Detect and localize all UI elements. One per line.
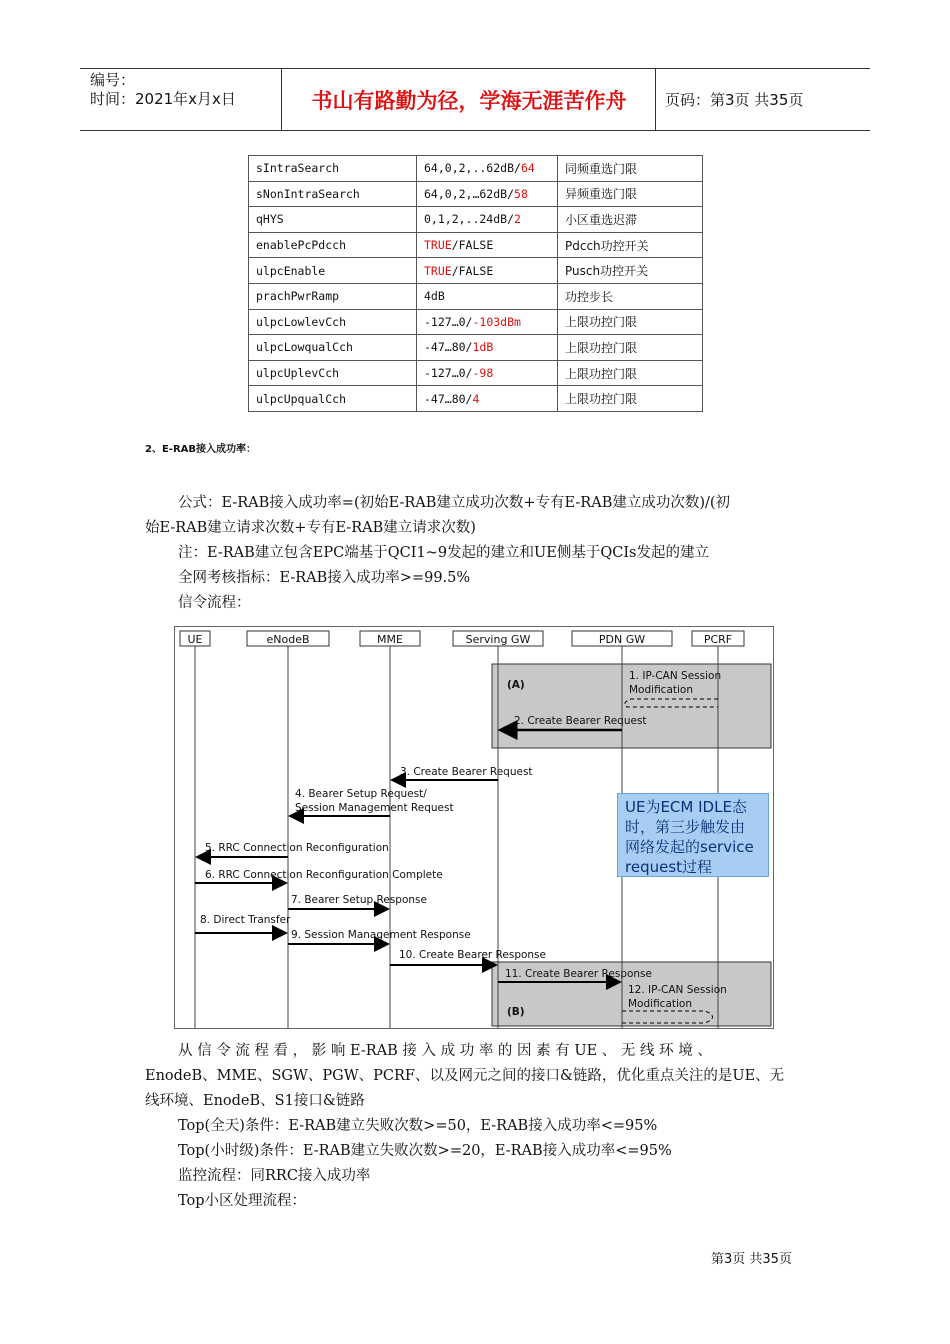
param-default-value: 2	[514, 212, 521, 227]
table-row	[249, 309, 703, 335]
callout-line: UE为ECM IDLE态	[625, 798, 747, 816]
section-title: 2、E-RAB接入成功率：	[145, 444, 257, 455]
param-range	[417, 181, 558, 207]
msg-12-label-2: Modification	[628, 998, 692, 1010]
formula-note: 注：E-RAB建立包含EPC端基于QCI1~9发起的建立和UE侧基于QCIs发起的建立	[178, 545, 709, 561]
top-cell-flow: Top小区处理流程：	[178, 1193, 307, 1209]
analysis-line-1: 从 信 令 流 程 看 ， 影 响 E-RAB 接 入 成 功 率 的 因 素 有 UE 、 无 线 环 境 、	[178, 1043, 712, 1059]
header-number: 编号：	[90, 71, 136, 89]
param-name: sNonIntraSearch	[249, 181, 417, 207]
param-range-text: 64,0,2,…62dB/	[424, 186, 515, 201]
header-divider	[281, 69, 282, 130]
header-meta	[90, 71, 236, 109]
callout-line: request过程	[625, 858, 713, 876]
entity-ue	[180, 631, 210, 646]
entity-mme	[360, 631, 420, 646]
param-description: Pusch功控开关	[558, 258, 703, 284]
param-description: 上限功控门限	[558, 386, 703, 412]
param-description: 上限功控门限	[558, 335, 703, 361]
param-default-value: -103dBm	[472, 314, 521, 329]
param-name: ulpcLowqualCch	[249, 335, 417, 361]
param-range	[417, 283, 558, 309]
callout-note	[617, 793, 769, 877]
param-default-value: 4	[472, 391, 480, 406]
page-header	[80, 68, 870, 131]
param-range-text: 0,1,2,..24dB/	[424, 212, 515, 227]
analysis-line-2: EnodeB、MME、SGW、PGW、PCRF、以及网元之间的接口&链路，优化重点关注的是UE、无	[145, 1068, 785, 1084]
svg-text:Serving GW: Serving GW	[465, 633, 531, 646]
param-name: ulpcLowlevCch	[249, 309, 417, 335]
param-name: ulpcUplevCch	[249, 360, 417, 386]
svg-text:UE: UE	[187, 633, 203, 646]
entity-pcrf	[692, 631, 744, 646]
signaling-diagram	[174, 626, 774, 1029]
top-all-day-condition: Top(全天)条件：E-RAB建立失败次数>=50，E-RAB接入成功率<=95%	[178, 1118, 658, 1134]
param-range-text: -47…80/	[424, 340, 473, 355]
msg-4-label-2: Session Management Request	[295, 802, 454, 814]
param-range-text: 4dB	[424, 289, 445, 304]
analysis-line-3: 线环境、EnodeB、S1接口&链路	[145, 1093, 365, 1109]
msg-9-label: 9. Session Management Response	[291, 929, 471, 941]
param-description: Pdcch功控开关	[558, 232, 703, 258]
param-description: 同频重选门限	[558, 156, 703, 182]
param-name: enablePcPdcch	[249, 232, 417, 258]
msg-7-label: 7. Bearer Setup Response	[291, 894, 427, 906]
msg-6-label: 6. RRC Connection Reconfiguration Complete	[205, 869, 443, 881]
param-description: 小区重选迟滞	[558, 207, 703, 233]
table-row	[249, 283, 703, 309]
param-range	[417, 360, 558, 386]
param-range-suffix: /FALSE	[451, 263, 494, 278]
param-default-value: 64	[520, 161, 535, 176]
svg-text:eNodeB: eNodeB	[266, 633, 310, 646]
header-motto: 书山有路勤为径，学海无涯苦作舟	[311, 88, 627, 113]
param-range	[417, 207, 558, 233]
param-name: ulpcUpqualCch	[249, 386, 417, 412]
table-row	[249, 207, 703, 233]
svg-text:PDN GW: PDN GW	[598, 633, 646, 646]
header-page-number: 页码：第3页 共35页	[665, 91, 804, 109]
param-default-value: 1dB	[472, 340, 494, 355]
page-footer: 第3页 共35页	[711, 1252, 792, 1267]
param-range-text: -127…0/	[424, 366, 473, 381]
param-default-value: TRUE	[424, 238, 452, 253]
entity-serving-gw	[453, 631, 543, 646]
param-range-suffix: /FALSE	[451, 238, 494, 253]
box-a-label: (A)	[507, 679, 525, 691]
param-name: sIntraSearch	[249, 156, 417, 182]
table-row	[249, 335, 703, 361]
param-name: ulpcEnable	[249, 258, 417, 284]
callout-line: 网络发起的service	[625, 838, 754, 856]
table-row	[249, 360, 703, 386]
header-divider	[655, 69, 656, 130]
param-description: 上限功控门限	[558, 309, 703, 335]
table-row	[249, 386, 703, 412]
param-default-value: 58	[514, 186, 528, 201]
svg-text:MME: MME	[377, 633, 403, 646]
msg-1-label-2: Modification	[629, 684, 693, 696]
formula-line-2: 始E-RAB建立请求次数+专有E-RAB建立请求次数)	[145, 520, 476, 536]
param-description: 异频重选门限	[558, 181, 703, 207]
param-default-value: -98	[472, 366, 494, 381]
param-range	[417, 335, 558, 361]
param-range-text: -127…0/	[424, 314, 473, 329]
param-range	[417, 386, 558, 412]
msg-10-label: 10. Create Bearer Response	[399, 949, 546, 961]
msg-3-label: 3. Create Bearer Request	[400, 766, 533, 778]
param-default-value: TRUE	[424, 263, 452, 278]
entity-enodeb	[247, 631, 329, 646]
param-description: 功控步长	[558, 283, 703, 309]
param-range	[417, 232, 558, 258]
msg-5-label: 5. RRC Connection Reconfiguration	[205, 842, 389, 854]
table-row	[249, 232, 703, 258]
parameter-table	[248, 155, 703, 412]
entity-pdn-gw	[572, 631, 672, 646]
callout-line: 时，第三步触发由	[625, 818, 746, 836]
box-b-label: (B)	[507, 1006, 525, 1018]
param-range	[417, 258, 558, 284]
signal-flow-label: 信令流程：	[178, 595, 251, 611]
msg-8-label: 8. Direct Transfer	[200, 914, 291, 926]
param-range	[417, 156, 558, 182]
top-hourly-condition: Top(小时级)条件：E-RAB建立失败次数>=20，E-RAB接入成功率<=95%	[178, 1143, 672, 1159]
param-description: 上限功控门限	[558, 360, 703, 386]
table-row	[249, 156, 703, 182]
msg-12-label: 12. IP-CAN Session	[628, 984, 727, 996]
param-name: prachPwrRamp	[249, 283, 417, 309]
param-range-text: -47…80/	[424, 391, 473, 406]
monitor-flow: 监控流程：同RRC接入成功率	[178, 1168, 371, 1184]
header-time: 时间：2021年x月x日	[90, 90, 236, 108]
msg-2-label: 2. Create Bearer Request	[514, 715, 647, 727]
param-name: qHYS	[249, 207, 417, 233]
msg-11-label: 11. Create Bearer Response	[505, 968, 652, 980]
param-range	[417, 309, 558, 335]
kpi-target: 全网考核指标：E-RAB接入成功率>=99.5%	[178, 570, 471, 586]
param-range-text: 64,0,2,..62dB/	[424, 161, 521, 176]
table-row	[249, 258, 703, 284]
formula-line-1: 公式：E-RAB接入成功率=(初始E-RAB建立成功次数+专有E-RAB建立成功次数)/(初	[178, 495, 731, 511]
msg-4-label: 4. Bearer Setup Request/	[295, 788, 427, 800]
table-row	[249, 181, 703, 207]
svg-text:PCRF: PCRF	[703, 633, 733, 646]
msg-1-label: 1. IP-CAN Session	[629, 670, 722, 682]
